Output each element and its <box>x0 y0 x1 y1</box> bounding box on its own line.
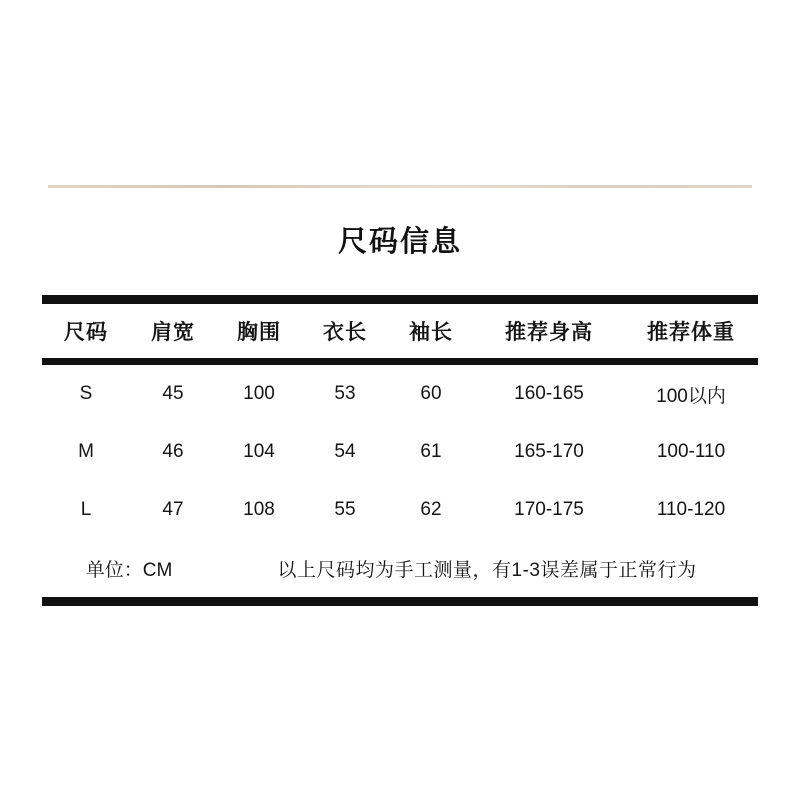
cell-weight: 100-110 <box>656 441 726 462</box>
cell-bust: 108 <box>243 499 275 520</box>
cell-size: L <box>80 499 92 520</box>
cell-height: 160-165 <box>514 383 584 404</box>
cell-length: 54 <box>334 441 356 462</box>
cell-height: 165-170 <box>514 441 584 462</box>
cell-size: M <box>78 441 94 462</box>
cell-bust: 100 <box>243 383 275 404</box>
cell-shoulder: 47 <box>162 499 184 520</box>
cell-shoulder: 46 <box>162 441 184 462</box>
table-row <box>42 423 758 481</box>
size-table-wrapper <box>42 295 758 606</box>
column-header-height: 推荐身高 <box>505 321 593 344</box>
size-info-card <box>40 190 760 580</box>
table-top-rule <box>42 295 758 304</box>
column-header-sleeve: 袖长 <box>409 321 453 344</box>
decorative-top-band <box>48 185 752 188</box>
table-note-row <box>42 539 758 597</box>
note-text: 以上尺码均为手工测量，有1-3误差属于正常行为 <box>277 559 697 581</box>
table-row <box>42 365 758 423</box>
cell-sleeve: 62 <box>420 499 442 520</box>
column-header-size: 尺码 <box>64 321 108 344</box>
cell-sleeve: 61 <box>420 441 442 462</box>
column-header-length: 衣长 <box>323 321 367 344</box>
size-table <box>42 304 758 358</box>
cell-height: 170-175 <box>514 499 584 520</box>
cell-shoulder: 45 <box>162 383 184 404</box>
column-header-shoulder: 肩宽 <box>151 321 195 344</box>
cell-weight: 100以内 <box>656 385 726 407</box>
table-bottom-rule <box>42 597 758 606</box>
table-header-rule <box>42 358 758 365</box>
page-title: 尺码信息 <box>337 226 462 258</box>
cell-sleeve: 60 <box>420 383 442 404</box>
size-table-body <box>42 365 758 597</box>
cell-length: 55 <box>334 499 356 520</box>
table-header <box>42 304 758 358</box>
column-header-bust: 胸围 <box>237 321 281 344</box>
cell-size: S <box>79 383 93 404</box>
column-header-weight: 推荐体重 <box>647 321 735 344</box>
cell-length: 53 <box>334 383 356 404</box>
table-header-row <box>42 304 758 358</box>
cell-bust: 104 <box>243 441 275 462</box>
cell-weight: 110-120 <box>656 499 726 520</box>
table-row <box>42 481 758 539</box>
note-unit: 单位：CM <box>85 559 173 581</box>
